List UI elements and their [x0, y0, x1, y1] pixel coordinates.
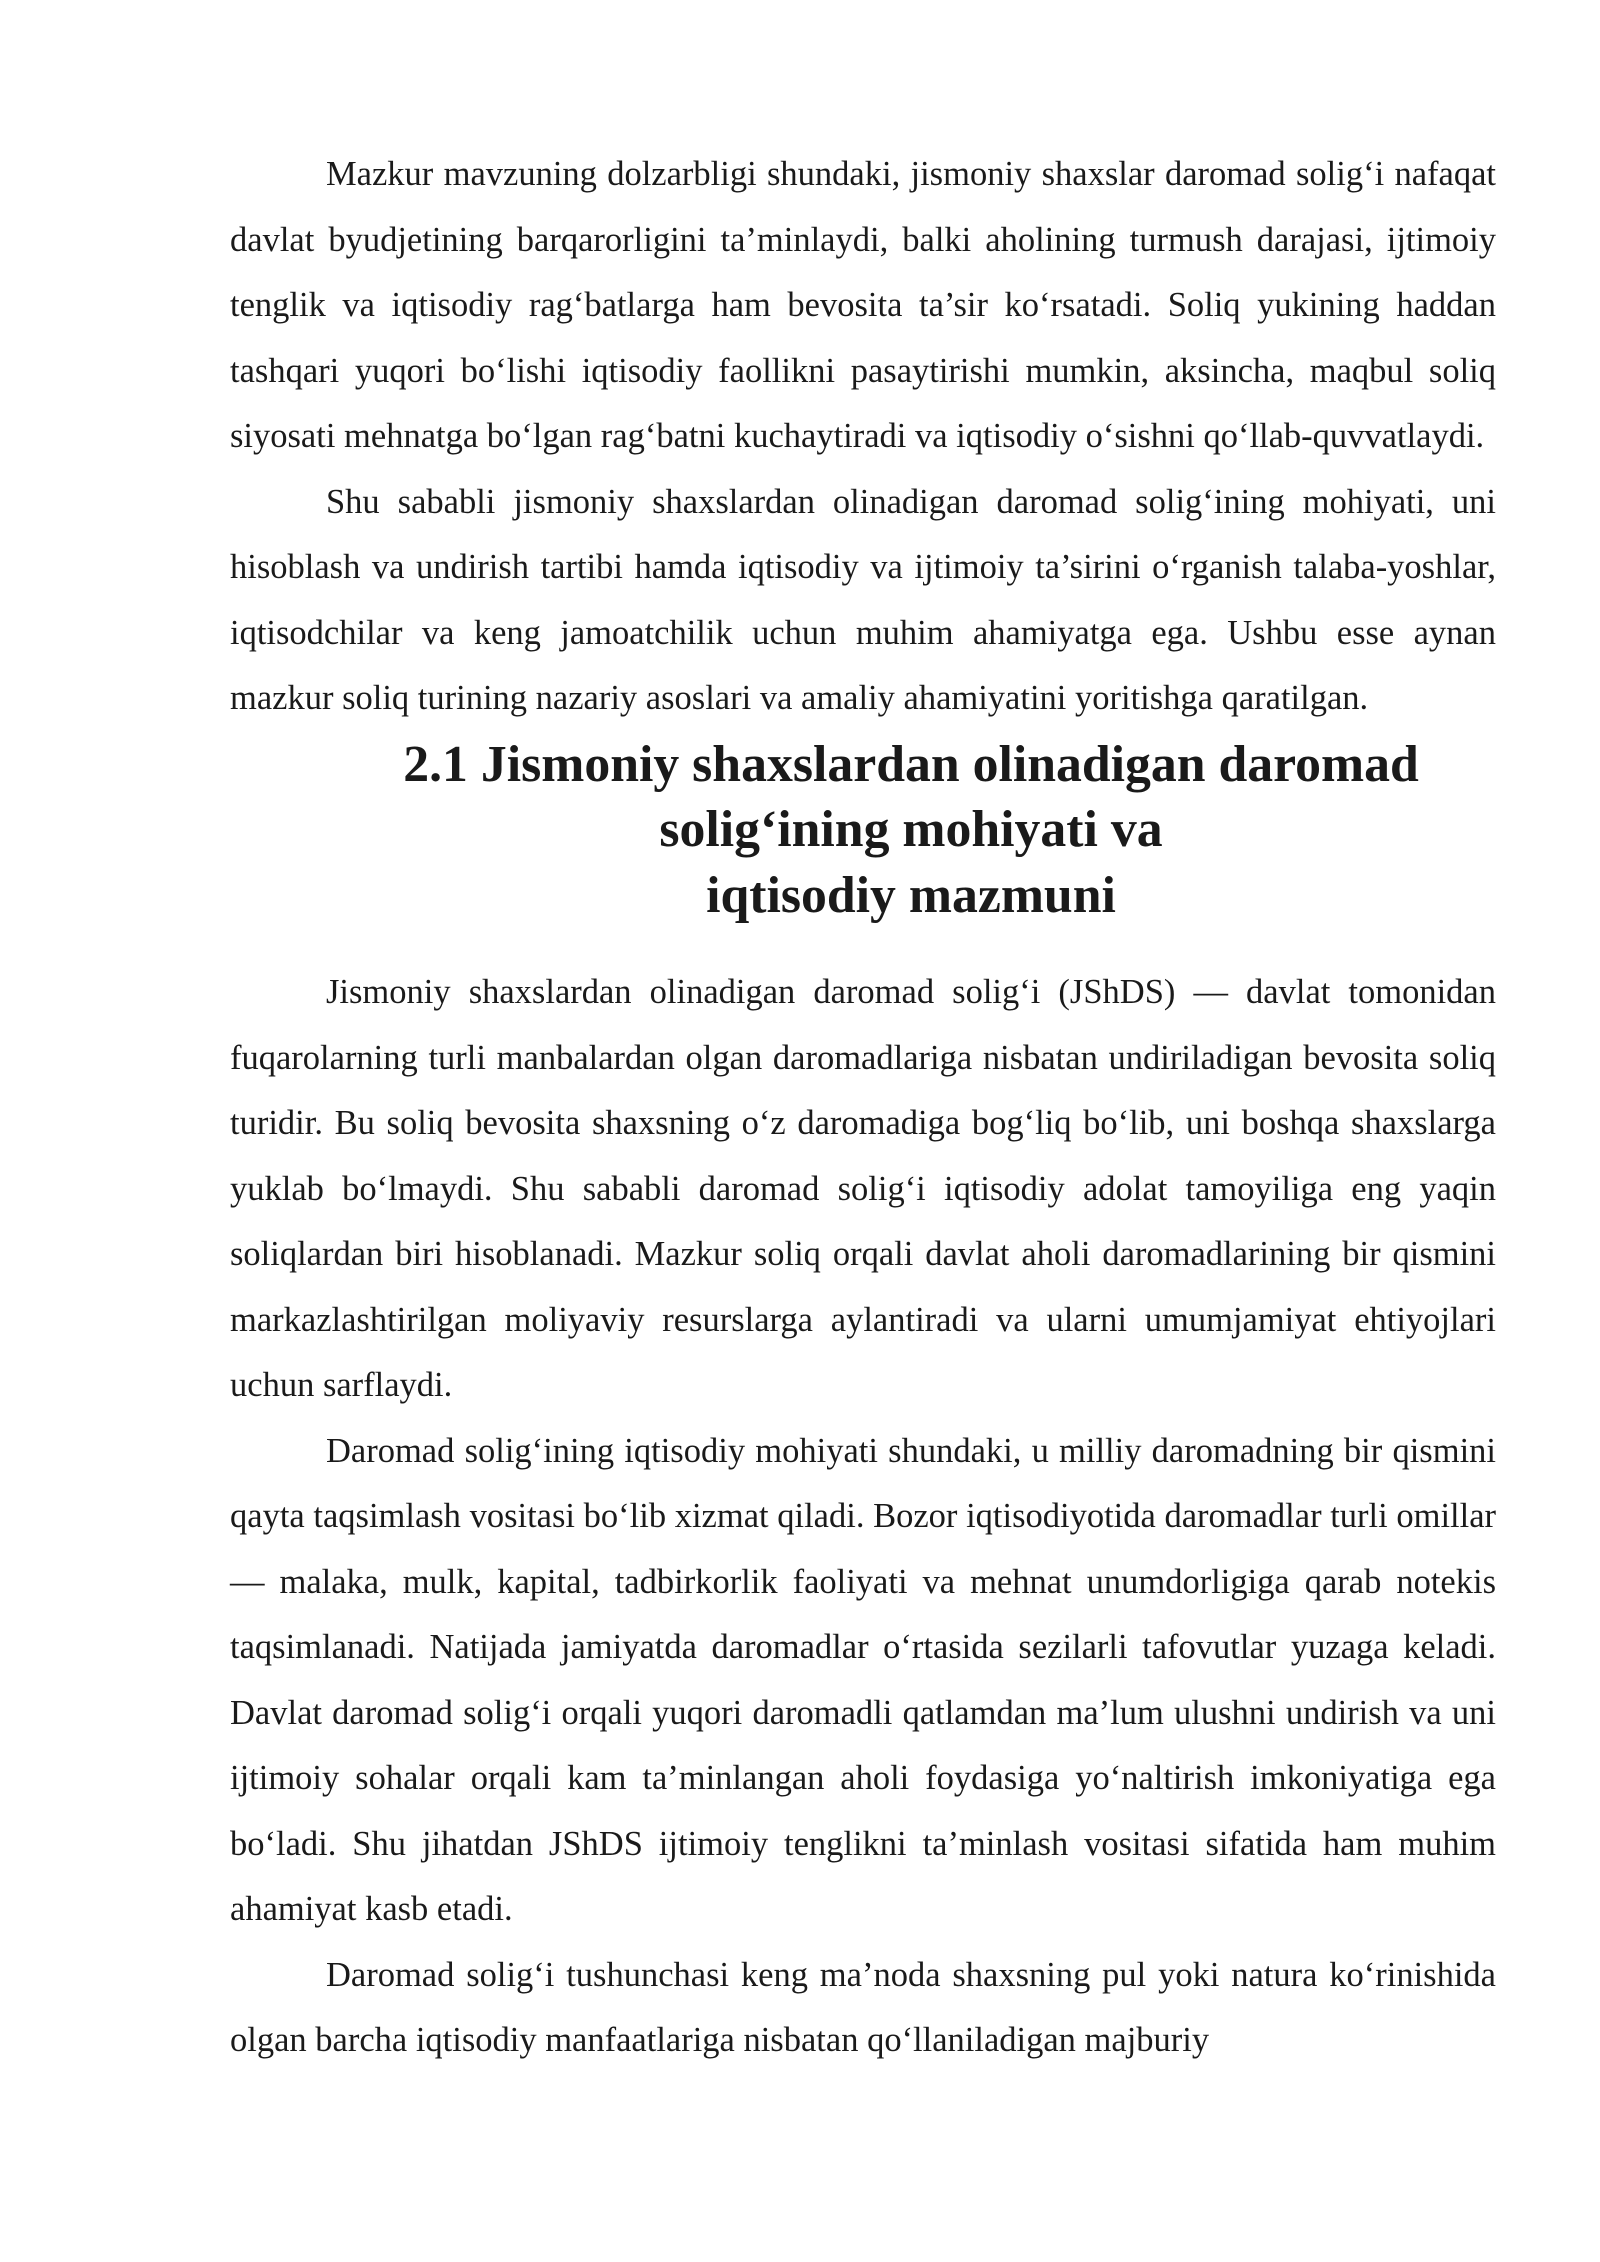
body-paragraph: Daromad solig‘i tushunchasi keng ma’noda shaxsning pul yoki natura ko‘rinishida olgan barcha iqtisodiy manfaatlariga nisbatan qo‘llaniladigan majburiy	[230, 1955, 1496, 2059]
document-body	[230, 142, 1496, 2074]
heading-spacer	[230, 928, 1496, 960]
body-paragraph: Mazkur mavzuning dolzarbligi shundaki, jismoniy shaxslar daromad solig‘i nafaqat davlat byudjetining barqarorligini ta’minlaydi, balki aholining turmush darajasi, ijtimoiy tenglik va iqtisodiy rag‘batlarga ham bevosita ta’sir ko‘rsatadi. Soliq yukining haddan tashqari yuqori bo‘lishi iqtisodiy faollikni pasaytirishi mumkin, aksincha, maqbul soliq siyosati mehnatga bo‘lgan rag‘batni kuchaytiradi va iqtisodiy o‘sishni qo‘llab-quvvatlaydi.	[230, 155, 1496, 455]
section-heading-line: 2.1 Jismoniy shaxslardan olinadigan daromad solig‘ining mohiyati va	[403, 735, 1419, 858]
section-heading-line: iqtisodiy mazmuni	[706, 866, 1116, 924]
body-paragraph: Jismoniy shaxslardan olinadigan daromad solig‘i (JShDS) — davlat tomonidan fuqarolarning turli manbalardan olgan daromadlariga nisbatan undiriladigan bevosita soliq turidir. Bu soliq bevosita shaxsning o‘z daromadiga bog‘liq bo‘lib, uni boshqa shaxslarga yuklab bo‘lmaydi. Shu sababli daromad solig‘i iqtisodiy adolat tamoyiliga eng yaqin soliqlardan biri hisoblanadi. Mazkur soliq orqali davlat aholi daromadlarining bir qismini markazlashtirilgan moliyaviy resurslarga aylantiradi va ularni umumjamiyat ehtiyojlari uchun sarflaydi.	[230, 973, 1496, 1404]
body-paragraph: Daromad solig‘ining iqtisodiy mohiyati shundaki, u milliy daromadning bir qismini qayta taqsimlash vositasi bo‘lib xizmat qiladi. Bozor iqtisodiyotida daromadlar turli omillar — malaka, mulk, kapital, tadbirkorlik faoliyati va mehnat unumdorligiga qarab notekis taqsimlanadi. Natijada jamiyatda daromadlar o‘rtasida sezilarli tafovutlar yuzaga keladi. Davlat daromad solig‘i orqali yuqori daromadli qatlamdan ma’lum ulushni undirish va uni ijtimoiy sohalar orqali kam ta’minlangan aholi foydasiga yo‘naltirish imkoniyatiga ega bo‘ladi. Shu jihatdan JShDS ijtimoiy tenglikni ta’minlash vositasi sifatida ham muhim ahamiyat kasb etadi.	[230, 1431, 1496, 1928]
body-paragraph: Shu sababli jismoniy shaxslardan olinadigan daromad solig‘ining mohiyati, uni hisoblash va undirish tartibi hamda iqtisodiy va ijtimoiy ta’sirini o‘rganish talaba-yoshlar, iqtisodchilar va keng jamoatchilik uchun muhim ahamiyatga ega. Ushbu esse aynan mazkur soliq turining nazariy asoslari va amaliy ahamiyatini yoritishga qaratilgan.	[230, 482, 1496, 717]
section-heading	[230, 732, 1496, 929]
